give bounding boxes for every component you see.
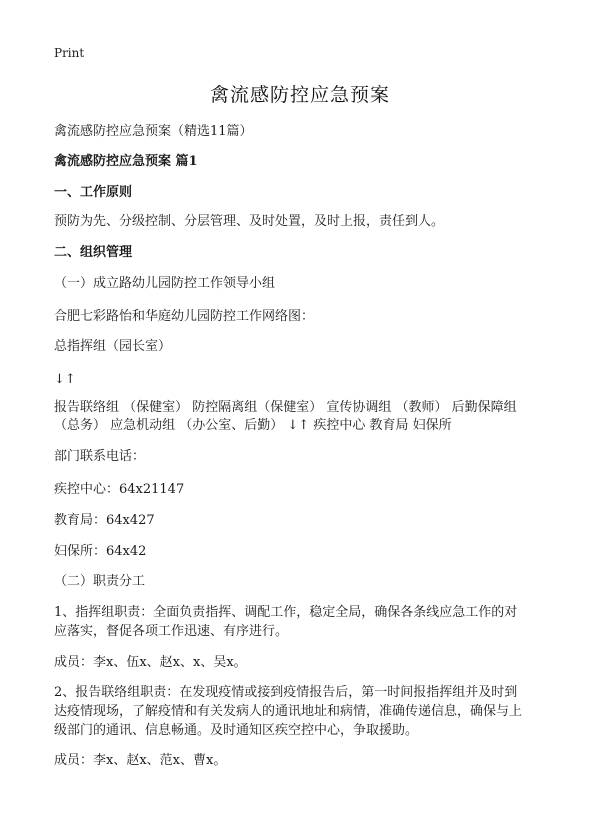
paragraph-liaison-duties-line-1: 2、报告联络组职责：在发现疫情或接到疫情报告后，第一时间报指挥组并及时到 [54,685,518,700]
heading-organization: 二、组织管理 [54,245,133,260]
paragraph-groups-line-1: 报告联络组 （保健室） 防控隔离组（保健室） 宣传协调组 （教师） 后勤保障组 [54,400,517,415]
heading-responsibilities: （二）职责分工 [54,574,146,589]
paragraph-principles: 预防为先、分级控制、分层管理、及时处置，及时上报，责任到人。 [54,214,445,229]
document-subtitle: 禽流感防控应急预案（精选11篇） [54,124,253,139]
paragraph-command-duties-line-1: 1、指挥组职责：全面负责指挥、调配工作，稳定全局，确保各条线应急工作的对 [54,605,518,620]
paragraph-liaison-members: 成员：李x、赵x、范x、曹x。 [54,753,227,768]
paragraph-contact-heading: 部门联系电话： [54,449,146,464]
paragraph-liaison-duties-line-2: 达疫情现场，了解疫情和有关发病人的通讯地址和病情，准确传递信息，确保与上 [54,704,523,719]
contact-maternal-child-health: 妇保所：64x42 [54,544,147,559]
paragraph-network-diagram: 合肥七彩路怡和华庭幼儿园防控工作网络图： [54,309,315,324]
paragraph-command-group: 总指挥组（园长室） [54,339,172,354]
paragraph-leadership-group: （一）成立路幼儿园防控工作领导小组 [54,276,276,291]
contact-education-bureau: 教育局：64x427 [54,513,155,528]
document-title: 禽流感防控应急预案 [209,84,390,106]
arrow-text: ↓↑ [54,372,76,387]
paragraph-liaison-duties-line-3: 级部门的通讯、信息畅通。及时通知区疾空控中心，争取援助。 [54,723,419,738]
contact-cdc: 疾控中心：64x21147 [54,482,185,497]
heading-work-principles: 一、工作原则 [54,185,133,200]
paragraph-groups-line-2: （总务） 应急机动组 （办公室、后勤） ↓↑ 疾控中心 教育局 妇保所 [54,418,452,433]
print-link[interactable]: Print [54,46,85,60]
paragraph-command-duties-line-2: 应落实，督促各项工作迅速、有序进行。 [54,624,289,639]
section-title: 禽流感防控应急预案 篇1 [54,154,198,169]
paragraph-command-members: 成员：李x、伍x、赵x、x、吴x。 [54,655,247,670]
